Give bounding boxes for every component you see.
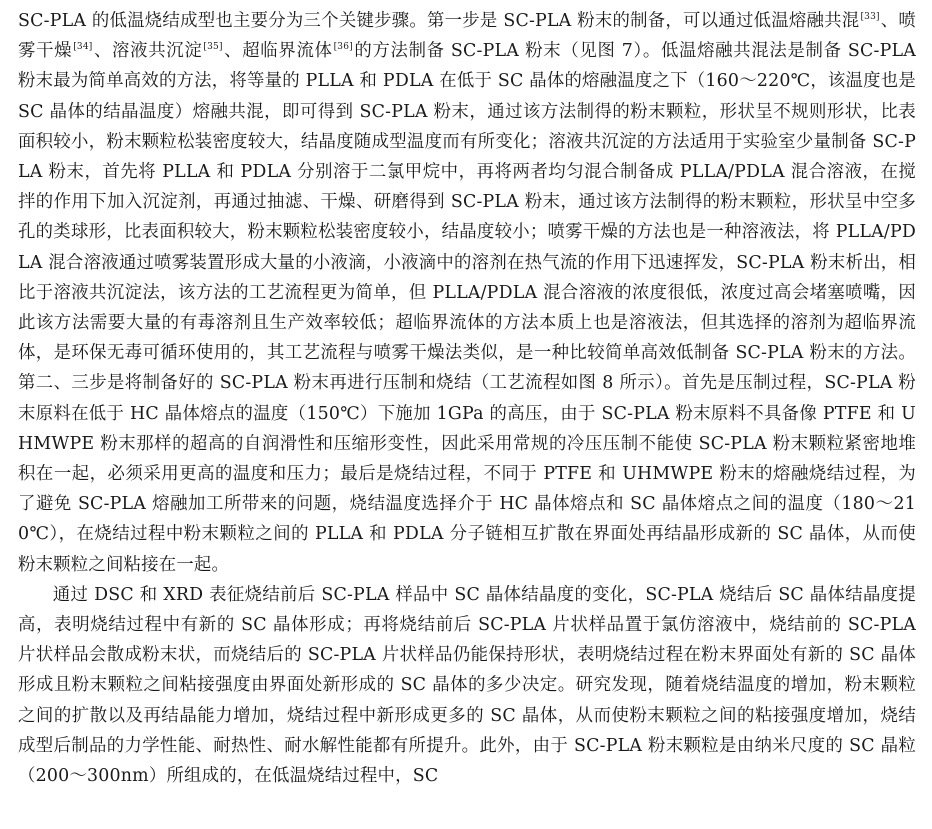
- text-run: 的方法制备 SC-PLA 粉末（见图 7）。低温熔融共混法是制备 SC-PLA 粉末最为简单高效的方法，将等量的 PLLA 和 PDLA 在低于 SC 晶体的熔融温度之下（160～220℃，该温度也是 SC 晶体的结晶温度）熔融共混，即可得到 SC-PLA 粉末，通过该方法制得的粉末颗粒，形状呈不规则形状，比表面积较小，粉末颗粒松装密度较大，结晶度随成型温度而有所变化；溶液共沉淀的方法适用于实验室少量制备 SC-PLA 粉末，首先将 PLLA 和 PDLA 分别溶于二氯甲烷中，再将两者均匀混合制备成 PLLA/PDLA 混合溶液，在搅拌的作用下加入沉淀剂，再通过抽滤、干燥、研磨得到 SC-PLA 粉末，通过该方法制得的粉末颗粒，形状呈中空多孔的类球形，比表面积较大，粉末颗粒松装密度较小，结晶度较小；喷雾干燥的方法也是一种溶液法，将 PLLA/PDLA 混合溶液通过喷雾装置形成大量的小液滴，小液滴中的溶剂在热气流的作用下迅速挥发，SC-PLA 粉末析出，相比于溶液共沉淀法，该方法的工艺流程更为简单，但 PLLA/PDLA 混合溶液的浓度很低，浓度过高会堵塞喷嘴，因此该方法需要大量的有毒溶剂且生产效率较低；超临界流体的方法本质上也是溶液法，但其选择的溶剂为超临界流体，是环保无毒可循环使用的，其工艺流程与喷雾干燥法类似，是一种比较简单高效低制备 SC-PLA 粉末的方法。第二、三步是将制备好的 SC-PLA 粉末再进行压制和烧结（工艺流程如图 8 所示）。首先是压制过程，SC-PLA 粉末原料在低于 HC 晶体熔点的温度（150℃）下施加 1GPa 的高压，由于 SC-PLA 粉末原料不具备像 PTFE 和 UHMWPE 粉末那样的超高的自润滑性和压缩形变性，因此采用常规的冷压压制不能使 SC-PLA 粉末颗粒紧密地堆积在一起，必须采用更高的温度和压力；最后是烧结过程，不同于 PTFE 和 UHMWPE 粉末的熔融烧结过程，为了避免 SC-PLA 熔融加工所带来的问题，烧结温度选择介于 HC 晶体熔点和 SC 晶体熔点之间的温度（180～210℃），在烧结过程中粉末颗粒之间的 PLLA 和 PDLA 分子链相互扩散在界面处再结晶形成新的 SC 晶体，从而使粉末颗粒之间粘接在一起。: [18, 41, 916, 575]
- text-run: 通过 DSC 和 XRD 表征烧结前后 SC-PLA 样品中 SC 晶体结晶度的变化，SC-PLA 烧结后 SC 晶体结晶度提高，表明烧结过程中有新的 SC 晶体形成；再将烧结前后 SC-PLA 片状样品置于氯仿溶液中，烧结前的 SC-PLA 片状样品会散成粉末状，而烧结后的 SC-PLA 片状样品仍能保持形状，表明烧结过程在粉末界面处有新的 SC 晶体形成且粉末颗粒之间粘接强度由界面处新形成的 SC 晶体的多少决定。研究发现，随着烧结温度的增加，粉末颗粒之间的扩散以及再结晶能力增加，烧结过程中新形成更多的 SC 晶体，从而使粉末颗粒之间的粘接强度增加，烧结成型后制品的力学性能、耐热性、耐水解性能都有所提升。此外，由于 SC-PLA 粉末颗粒是由纳米尺度的 SC 晶粒（200～300nm）所组成的，在低温烧结过程中，SC: [18, 584, 916, 787]
- citation-ref: [36]: [333, 42, 353, 53]
- citation-ref: [34]: [73, 42, 93, 53]
- citation-ref: [35]: [203, 42, 223, 53]
- text-run: SC-PLA 的低温烧结成型也主要分为三个关键步骤。第一步是 SC-PLA 粉末的制备，可以通过低温熔融共混: [18, 11, 860, 31]
- paragraph-sintering-steps: [18, 6, 916, 580]
- text-run: 、溶液共沉淀: [93, 41, 203, 62]
- paragraph-characterization: [18, 580, 916, 791]
- text-run: 、超临界流体: [223, 41, 333, 62]
- text-run: 、喷雾干燥: [18, 11, 916, 62]
- text-body: [18, 6, 916, 829]
- citation-ref: [33]: [860, 12, 880, 23]
